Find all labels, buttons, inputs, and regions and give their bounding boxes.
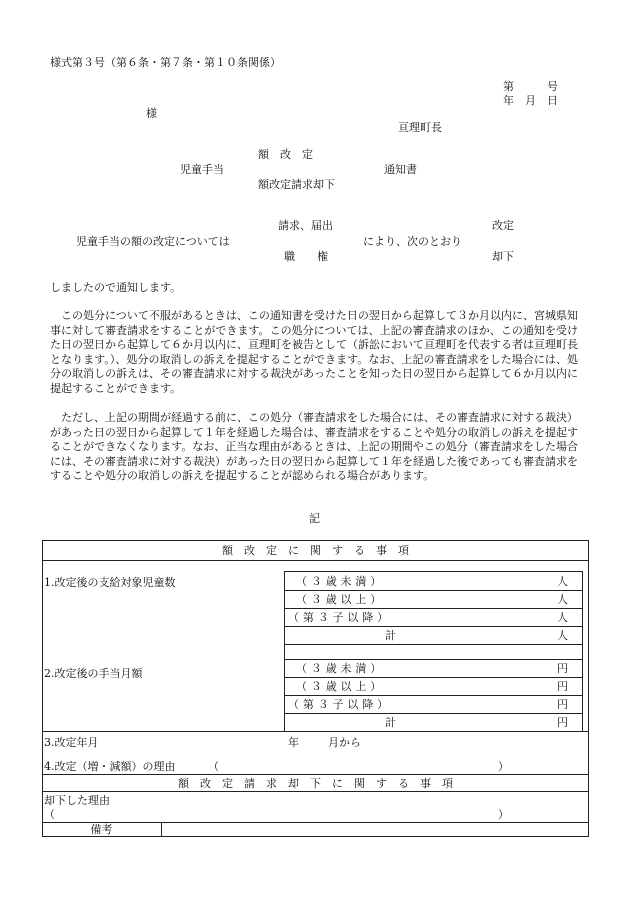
amount-total-unit: 円 [557,716,568,729]
result-option-reject: 却下 [492,250,514,263]
amount-under3-unit: 円 [557,662,568,675]
basis-option-request: 請求、届出 [278,219,333,232]
amount-third-child-label: （第３子以降） [288,698,392,711]
row-monthly-amount-label: 2.改定後の手当月額 [44,667,143,680]
child-count-under3-label: （３歳未満） [296,575,386,588]
child-count-3plus-unit: 人 [557,593,568,606]
basis-option-ex-officio: 職 権 [284,250,328,263]
row-reason-label: 4.改定（増・減額）の理由 [44,760,176,773]
form-number: 様式第３号（第６条・第７条・第１０条関係） [50,56,281,69]
rejection-open-paren: （ [44,808,55,821]
issuer-name: 亘理町長 [398,121,442,134]
child-count-total-label: 計 [385,629,396,642]
child-count-third-child-unit: 人 [557,611,568,624]
child-count-3plus-label: （３歳以上） [296,593,386,606]
child-count-third-child-label: （第３子以降） [288,611,392,624]
amount-3plus-unit: 円 [557,680,568,693]
reason-open-paren: （ [208,760,219,773]
addressee-label: 様 [146,107,157,120]
row-child-count-label: 1.改定後の支給対象児童数 [44,576,176,589]
result-option-revise: 改定 [492,219,514,232]
body-closing: しましたので通知します。 [50,281,182,294]
reason-close-paren: ） [498,760,509,773]
remarks-field[interactable] [163,823,587,836]
amount-third-child-unit: 円 [557,698,568,711]
title-suffix: 通知書 [384,163,417,176]
revision-year-field[interactable]: 年 [288,736,299,749]
date-label: 年 月 日 [503,94,558,107]
title-option-rejection: 額改定請求却下 [258,178,335,191]
section-rejection-header: 額 改 定 請 求 却 下 に 関 す る 事 項 [178,777,453,790]
rejection-close-paren: ） [498,808,509,821]
body-lead: 児童手当の額の改定については [76,235,230,248]
child-count-under3-unit: 人 [557,575,568,588]
revision-month-field[interactable]: 月から [328,736,361,749]
child-count-total-unit: 人 [557,629,568,642]
amount-total-label: 計 [385,716,396,729]
document-number-label: 第 号 [503,80,558,93]
ki-label: 記 [309,512,320,525]
amount-under3-label: （３歳未満） [296,662,386,675]
body-middle: により、次のとおり [363,235,462,248]
appeal-notice-paragraph: この処分について不服があるときは、この通知書を受けた日の翌日から起算して３か月以内に、宮城県知事に対して審査請求をすることができます。この処分については、上記の審査請求のほか、この通知を受けた日の翌日から起算して６か月以内に、亘理町を被告として（訴訟において亘理町を代表する者は亘理町長となります。）、処分の取消しの訴えを提起することができます。なお、上記の審査請求をした場合には、処分の取消しの訴えは、その審査請求に対する裁決があったことを知った日の翌日から起算して６か月以内に提起することができます。 [50,309,578,395]
remarks-label: 備考 [90,823,113,836]
title-option-amount-revision: 額 改 定 [258,148,313,161]
section-revision-header: 額 改 定 に 関 す る 事 項 [222,544,409,557]
rejection-reason-label: 却下した理由 [44,794,110,807]
row-revision-month-label: 3.改定年月 [44,736,99,749]
appeal-proviso-paragraph: ただし、上記の期間が経過する前に、この処分（審査請求をした場合には、その審査請求に対する裁決）があった日の翌日から起算して１年を経過した場合は、審査請求をすることや処分の取消しの訴えを提起することができなくなります。なお、正当な理由があるときは、上記の期間やこの処分（審査請求をした場合には、その審査請求に対する裁決）があった日の翌日から起算して１年を経過した後であっても審査請求をすることや処分の取消しの訴えを提起することが認められる場合があります。 [50,411,578,482]
amount-3plus-label: （３歳以上） [296,680,386,693]
title-prefix: 児童手当 [180,163,224,176]
